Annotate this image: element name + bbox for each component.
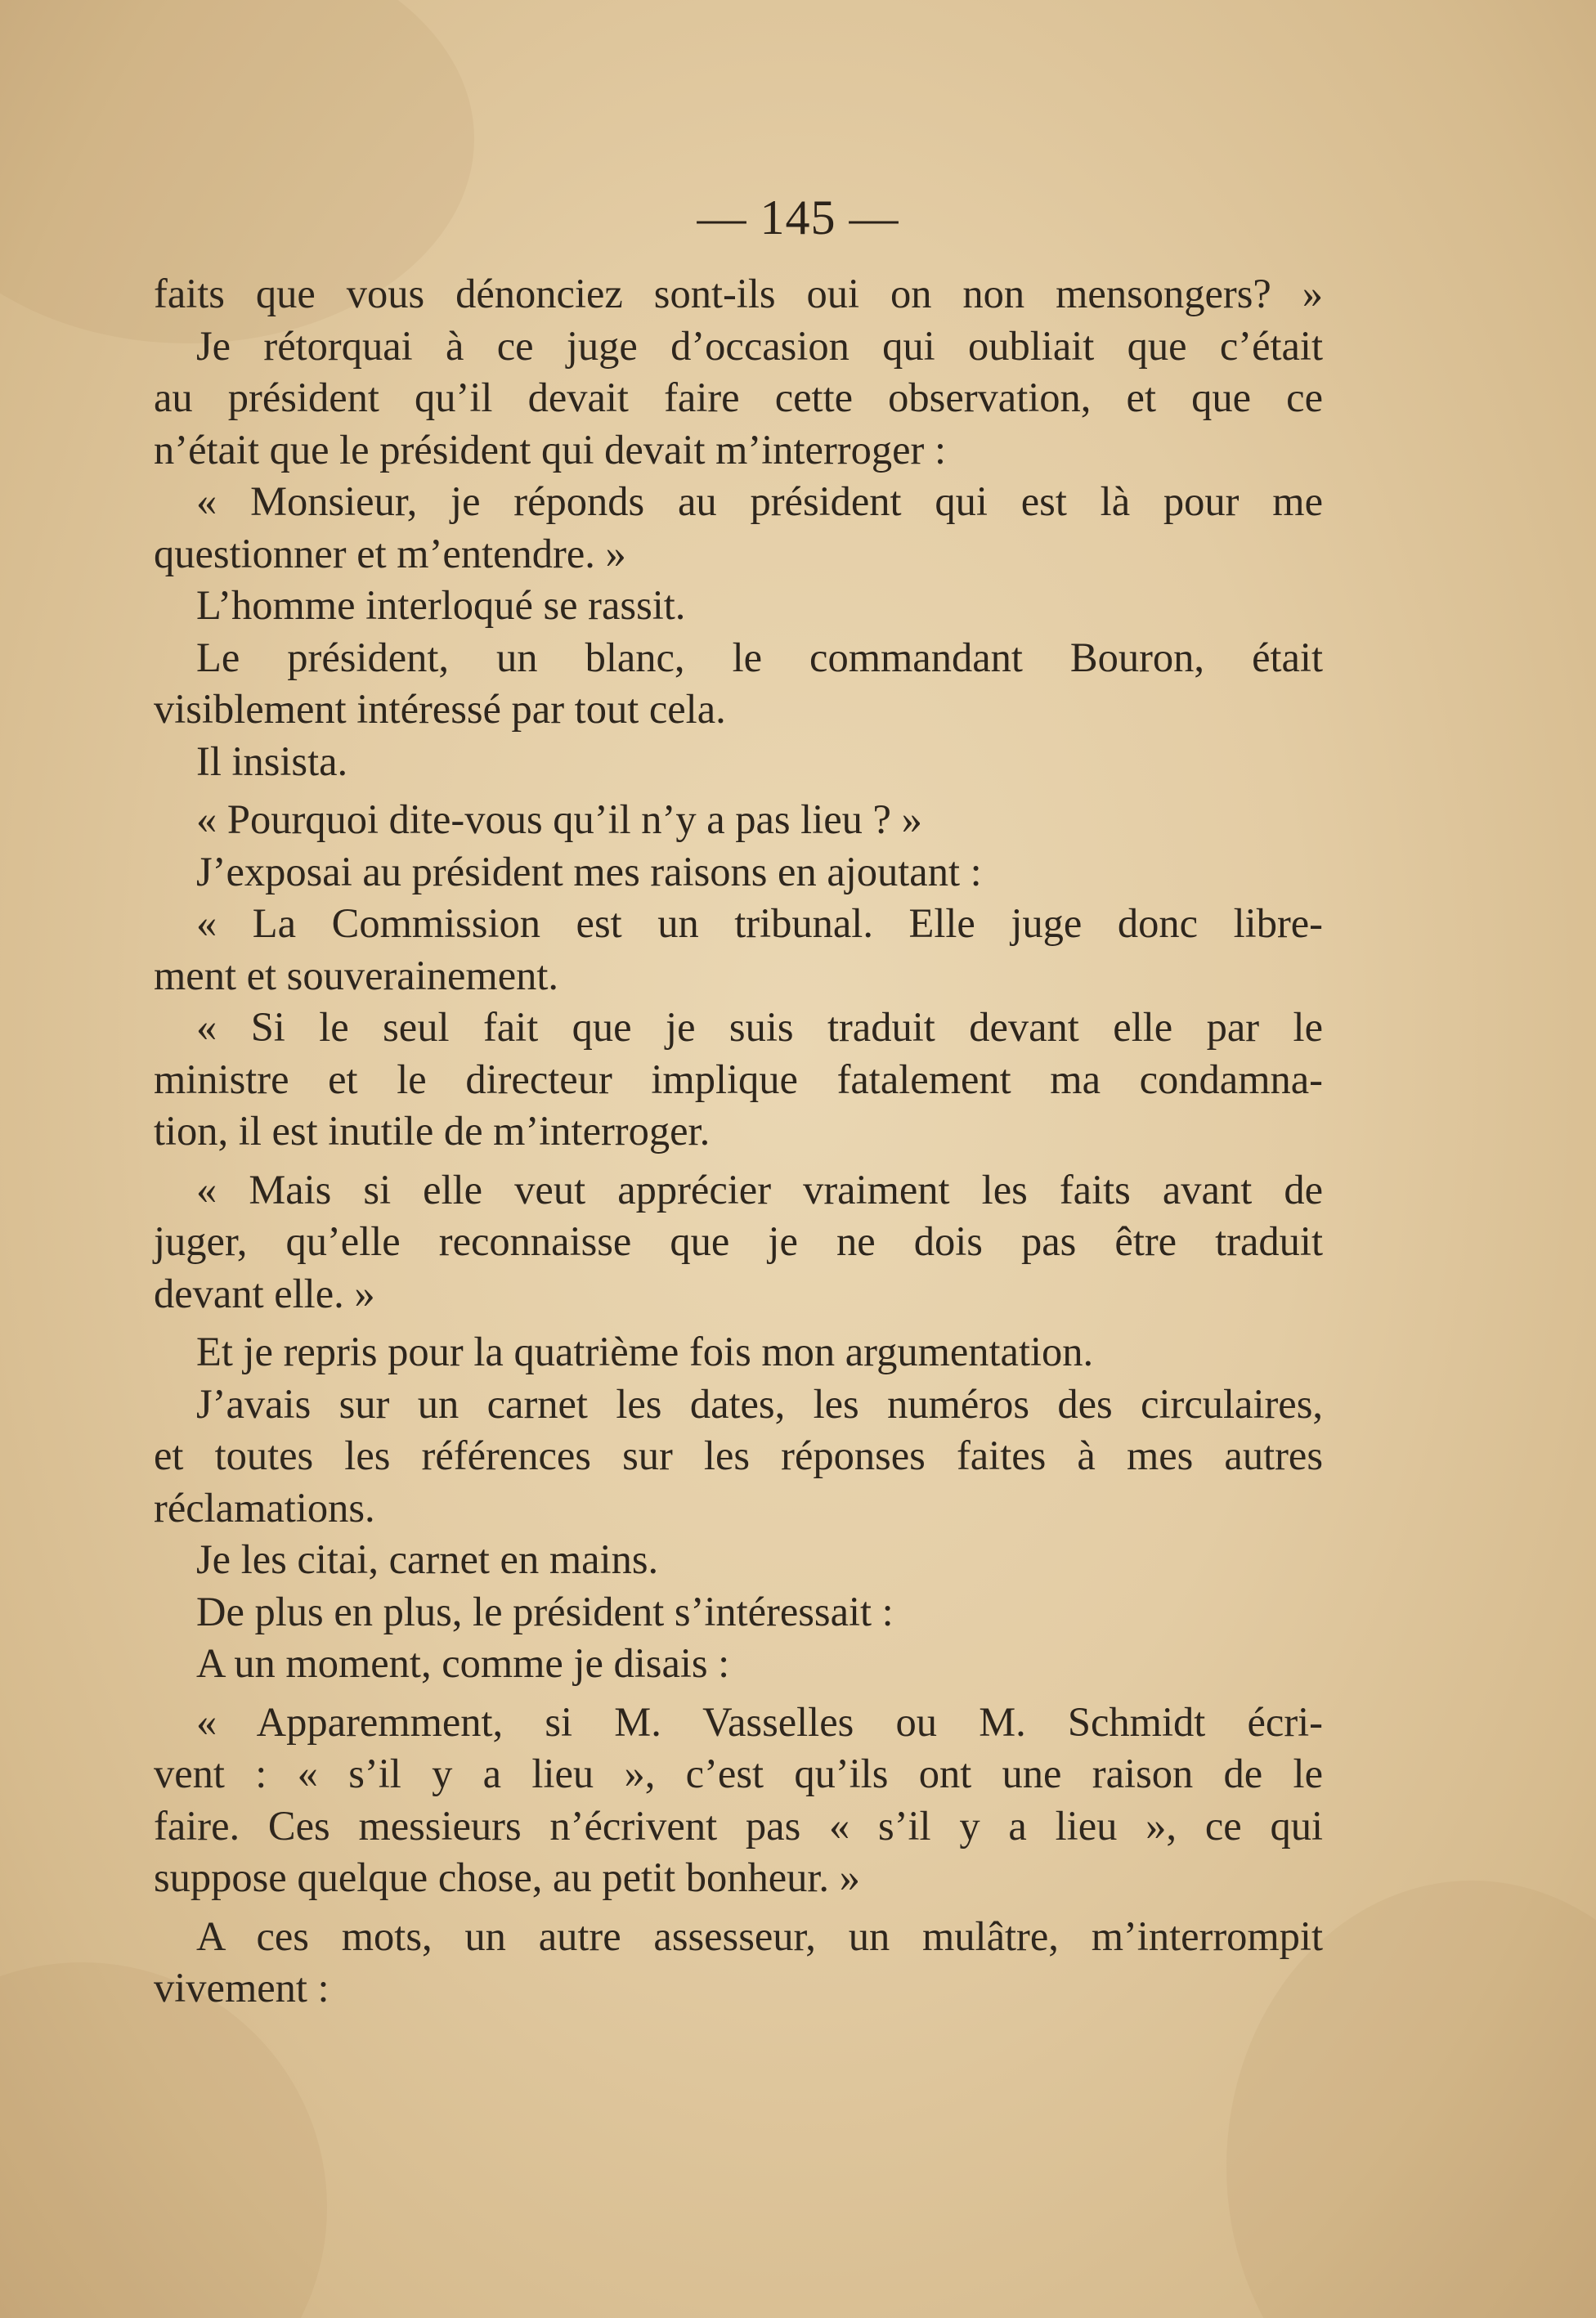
text-line: « Pourquoi dite-vous qu’il n’y a pas lieu ? »	[196, 796, 922, 842]
text-line: « Si le seul fait que je suis traduit devant elle par le	[196, 1004, 1323, 1050]
text-line: J’avais sur un carnet les dates, les numéros des circulaires,	[196, 1380, 1323, 1427]
paragraph-gap	[154, 1690, 1323, 1697]
text-line: vent : « s’il y a lieu », c’est qu’ils ont une raison de le	[154, 1751, 1323, 1796]
paragraph-gap	[154, 1904, 1323, 1911]
text-line: Le président, un blanc, le commandant Bouron, était	[196, 634, 1323, 680]
text-line: « Monsieur, je réponds au président qui est là pour me	[196, 478, 1323, 524]
text-line: A un moment, comme je disais :	[196, 1640, 730, 1686]
text-line: juger, qu’elle reconnaisse que je ne dois pas être traduit	[154, 1218, 1323, 1264]
text-line: au président qu’il devait faire cette observation, et que ce	[154, 374, 1323, 420]
text-line: n’était que le président qui devait m’interroger :	[154, 426, 946, 473]
text-line: faits que vous dénonciez sont-ils oui on non mensongers? »	[154, 271, 1323, 316]
text-line: faire. Ces messieurs n’écrivent pas « s’il y a lieu », ce qui	[154, 1802, 1323, 1849]
text-line: vivement :	[154, 1965, 330, 2011]
text-line: « La Commission est un tribunal. Elle juge donc libre-	[196, 900, 1323, 946]
text-line: et toutes les références sur les réponses faites à mes autres	[154, 1432, 1323, 1478]
body-text	[154, 268, 1323, 2015]
text-line: De plus en plus, le président s’intéressait :	[196, 1588, 894, 1634]
text-line: « Mais si elle veut apprécier vraiment les faits avant de	[196, 1166, 1323, 1213]
text-line: J’exposai au président mes raisons en ajoutant :	[196, 848, 982, 894]
paragraph-gap	[154, 1158, 1323, 1164]
text-line: Je rétorquai à ce juge d’occasion qui oubliait que c’était	[196, 322, 1323, 369]
paragraph-gap	[154, 787, 1323, 794]
text-line: ment et souverainement.	[154, 952, 559, 998]
text-line: L’homme interloqué se rassit.	[196, 582, 686, 628]
text-line: « Apparemment, si M. Vasselles ou M. Schmidt écri-	[196, 1698, 1323, 1745]
text-line: Et je repris pour la quatrième fois mon argumentation.	[196, 1329, 1094, 1374]
page-number: — 145 —	[697, 191, 899, 244]
text-line: A ces mots, un autre assesseur, un mulâtre, m’interrompit	[196, 1912, 1323, 1959]
text-line: questionner et m’entendre. »	[154, 530, 626, 576]
text-line: Je les citai, carnet en mains.	[196, 1536, 659, 1582]
paper-stain	[0, 1962, 327, 2318]
text-line: visiblement intéressé par tout cela.	[154, 686, 726, 732]
text-line: Il insista.	[196, 738, 348, 784]
paragraph-gap	[154, 1320, 1323, 1326]
text-line: réclamations.	[154, 1484, 375, 1531]
text-line: suppose quelque chose, au petit bonheur. »	[154, 1854, 860, 1900]
text-line: devant elle. »	[154, 1270, 375, 1316]
text-line: tion, il est inutile de m’interroger.	[154, 1108, 711, 1154]
text-line: ministre et le directeur implique fatalement ma condamna-	[154, 1056, 1323, 1102]
